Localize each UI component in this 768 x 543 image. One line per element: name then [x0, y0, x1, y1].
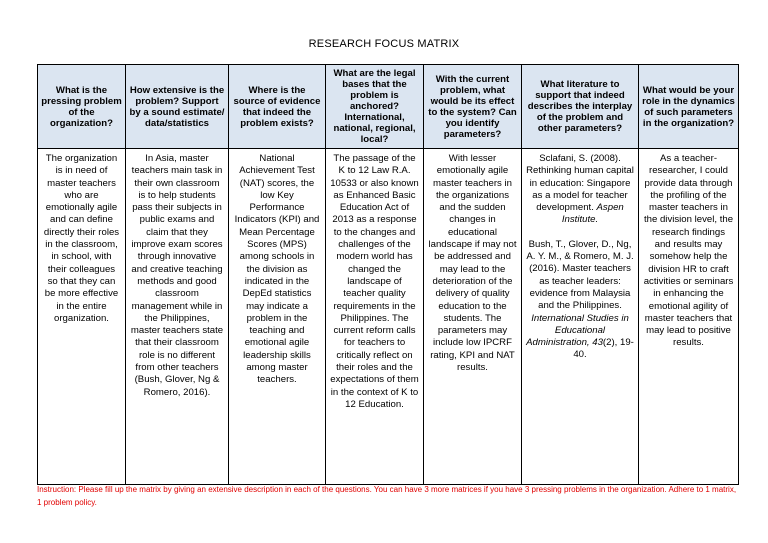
header-row	[38, 65, 739, 149]
header-effect: With the current problem, what would be its effect to the system? Can you identify parameters?	[424, 65, 522, 149]
cell-literature	[522, 149, 639, 485]
reference-sclafani	[526, 153, 634, 227]
header-role: What would be your role in the dynamics of such parameters in the organization?	[639, 65, 739, 149]
header-literature: What literature to support that indeed describes the interplay of the problem and other parameters?	[522, 65, 639, 149]
instruction-note: Instruction: Please fill up the matrix by giving an extensive description in each of the questions. You can have 3 more matrices if you have 3 pressing problems in the organization. Adhere to 1 matrix, 1 problem policy.	[37, 485, 737, 507]
page-title: RESEARCH FOCUS MATRIX	[308, 38, 460, 50]
cell-problem: The organization is in need of master teachers who are emotionally agile and can define directly their roles in the classroom, in school, with their colleagues so that they can be more effective in the entire organization.	[38, 149, 126, 485]
cell-evidence: National Achievement Test (NAT) scores, the low Key Performance Indicators (KPI) and Mean Percentage Scores (MPS) among schools in the division as indicated in the DepEd statistics may indicate a problem in the teaching and emotional agile leadership skills among master teachers.	[229, 149, 326, 485]
header-problem: What is the pressing problem of the organization?	[38, 65, 126, 149]
cell-legal-bases: The passage of the K to 12 Law R.A. 10533 or also known as Enhanced Basic Education Act of 2013 as a response to the changes and challenges of the modern world has changed the landscape of teacher quality requirements in the Philippines. The current reform calls for teachers to critically reflect on their roles and the expectations of them in the context of K to 12 Education.	[326, 149, 424, 485]
reference-text: Bush, T., Glover, D., Ng, A. Y. M., & Romero, M. J. (2016). Master teachers as teacher leaders: evidence from Malaysia and the Philippines.	[526, 238, 634, 312]
cell-role: As a teacher-researcher, I could provide data through the profiling of the master teachers in the division level, the research findings and results may somehow help the division HR to craft activities or seminars in enhancing the emotional agility of master teachers that may lead to positive results.	[639, 149, 739, 485]
cell-extent: In Asia, master teachers main task in their own classroom is to help students pass their subjects in public exams and claim that they improve exam scores through innovative and creative teaching methods and good classroom management while in the Philippines, master teachers state that their classroom role is no different from other teachers (Bush, Glover, Ng & Romero, 2016).	[126, 149, 229, 485]
reference-bush	[526, 239, 634, 362]
reference-text: Sclafani, S. (2008). Rethinking human capital in education: Singapore as a model for teacher development.	[526, 153, 634, 214]
reference-pages: (2), 19-40.	[573, 337, 634, 361]
header-extent: How extensive is the problem? Support by a sound estimate/ data/statistics	[126, 65, 229, 149]
header-legal-bases: What are the legal bases that the problem is anchored? International, national, regional, local?	[326, 65, 424, 149]
header-evidence: Where is the source of evidence that indeed the problem exists?	[229, 65, 326, 149]
reference-source: International Studies in Educational Administration, 43	[526, 312, 629, 349]
cell-effect: With lesser emotionally agile master teachers in the organizations and the sudden changes in educational landscape if may not be addressed and may lead to the deterioration of the delivery of quality education to the students. The parameters may include low IPCRF rating, KPI and NAT results.	[424, 149, 522, 485]
reference-source: Aspen Institute.	[561, 202, 624, 226]
matrix-row	[38, 149, 739, 485]
research-focus-matrix	[37, 64, 739, 485]
